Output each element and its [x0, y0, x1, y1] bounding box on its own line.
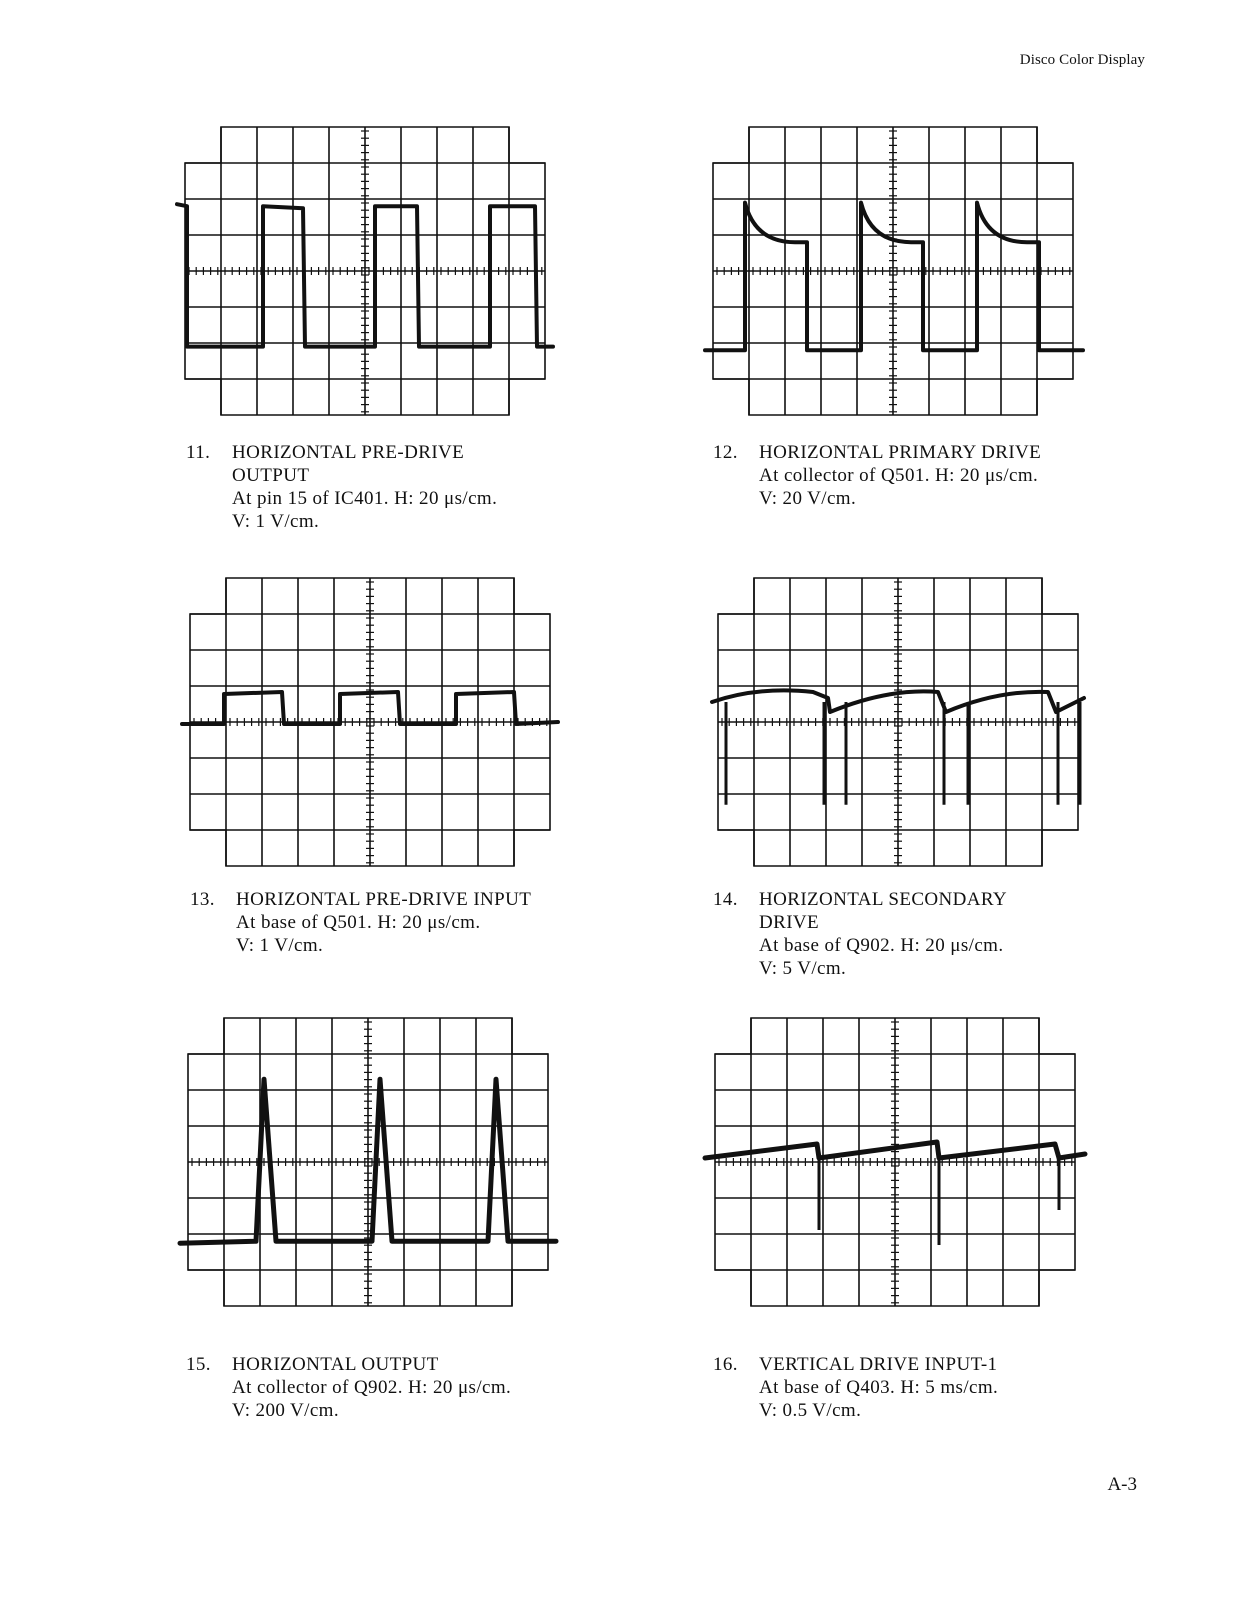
- figure-caption-11: [186, 441, 586, 541]
- caption-line: At base of Q501. H: 20 μs/cm.: [236, 912, 481, 933]
- figure-caption-12: [713, 441, 1133, 521]
- oscilloscope-trace-12: [698, 122, 1093, 417]
- figure-number: 11.: [186, 442, 211, 463]
- caption-line: At base of Q902. H: 20 μs/cm.: [759, 935, 1004, 956]
- caption-line: At collector of Q902. H: 20 μs/cm.: [232, 1377, 512, 1398]
- figure-number: 14.: [713, 889, 738, 910]
- page-number: A-3: [1107, 1474, 1137, 1495]
- figure-caption-15: [186, 1353, 606, 1433]
- caption-line: HORIZONTAL PRIMARY DRIVE: [759, 442, 1042, 463]
- caption-line: At pin 15 of IC401. H: 20 μs/cm.: [232, 488, 498, 509]
- caption-line: V: 200 V/cm.: [232, 1400, 340, 1421]
- oscilloscope-trace-11: [170, 122, 560, 417]
- caption-line: V: 1 V/cm.: [236, 935, 324, 956]
- caption-line: HORIZONTAL PRE-DRIVE: [232, 442, 465, 463]
- figure-number: 13.: [190, 889, 215, 910]
- caption-line: VERTICAL DRIVE INPUT-1: [759, 1354, 998, 1375]
- caption-line: At base of Q403. H: 5 ms/cm.: [759, 1377, 999, 1398]
- caption-line: V: 0.5 V/cm.: [759, 1400, 862, 1421]
- oscilloscope-trace-14: [703, 573, 1098, 868]
- caption-line: V: 20 V/cm.: [759, 488, 857, 509]
- caption-line: V: 1 V/cm.: [232, 511, 320, 532]
- oscilloscope-trace-16: [700, 1013, 1095, 1308]
- caption-line: OUTPUT: [232, 465, 310, 486]
- caption-line: At collector of Q501. H: 20 μs/cm.: [759, 465, 1039, 486]
- caption-line: HORIZONTAL PRE-DRIVE INPUT: [236, 889, 532, 910]
- figure-caption-13: [190, 888, 610, 968]
- figure-caption-14: [713, 888, 1133, 988]
- caption-line: HORIZONTAL OUTPUT: [232, 1354, 439, 1375]
- oscilloscope-trace-13: [175, 573, 565, 868]
- figure-number: 15.: [186, 1354, 211, 1375]
- caption-line: V: 5 V/cm.: [759, 958, 847, 979]
- caption-line: HORIZONTAL SECONDARY: [759, 889, 1008, 910]
- running-header: Disco Color Display: [1019, 52, 1145, 68]
- caption-line: DRIVE: [759, 912, 820, 933]
- oscilloscope-trace-15: [173, 1013, 563, 1308]
- figure-number: 12.: [713, 442, 738, 463]
- figure-number: 16.: [713, 1354, 738, 1375]
- figure-caption-16: [713, 1353, 1133, 1433]
